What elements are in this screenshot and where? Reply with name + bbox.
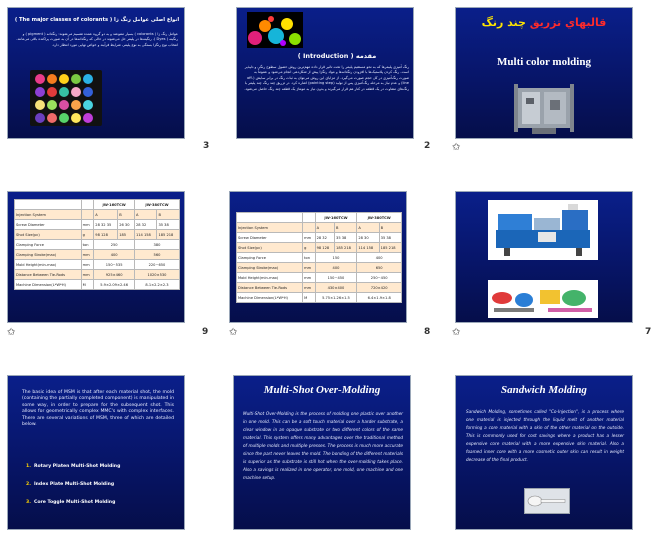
- cell: Shot Size(pc): [15, 230, 82, 240]
- cell: A: [94, 210, 118, 220]
- cell: Shot Size(pc): [237, 243, 303, 253]
- cell: Mold Height(min-max): [15, 260, 82, 270]
- cell: g: [303, 243, 316, 253]
- slide-body: The basic idea of MSM is that after each material shot, the mold (containing the partially completed component) is manipulated in some way, in order to prepare for the subsequent shot. This allows for geometrically complex MMC's with complex interfaces. There are several variations of MSM, three of which are detailed below.: [22, 390, 174, 428]
- cell: A: [357, 223, 379, 233]
- cell: 35 38: [379, 233, 401, 243]
- star-icon[interactable]: ✩: [452, 327, 461, 338]
- cell: 98 128: [315, 243, 334, 253]
- cell: mm: [303, 233, 316, 243]
- slide-title: انواع اصلی عوامل رنگ زا ( The major classes of colorants ): [14, 17, 180, 23]
- cell: Machine Dimension(L*W*H): [15, 280, 82, 290]
- cell: Distance Between Tie-Rods: [15, 270, 82, 280]
- cell: [81, 210, 94, 220]
- slide-title-fa-text: قالبهاي تزريق چند رنگ: [481, 16, 607, 29]
- parts-image: [488, 280, 598, 318]
- list-number: 3.: [26, 500, 31, 505]
- cell: Mold Height(min-max): [237, 273, 303, 283]
- cell: Clamping Force: [15, 240, 82, 250]
- cell: A: [134, 210, 157, 220]
- cell: 400: [94, 250, 135, 260]
- cell: 650: [357, 263, 402, 273]
- slide-thumbnail-6[interactable]: [7, 375, 185, 530]
- cell: Machine Dimension(L*W*H): [237, 293, 303, 303]
- cell: mm: [81, 250, 94, 260]
- list-label: Index Plate Multi-Shot Molding: [33, 482, 115, 487]
- th: JW-380TCW: [357, 213, 402, 223]
- cell: ton: [81, 240, 94, 250]
- th: [81, 200, 94, 210]
- list-label: Core Toggle Multi-Shot Molding: [33, 500, 116, 505]
- slide-body: رنگ آمیزی پلیمرها که به نحو مستقیم پلیمر را تحت تاثیر قرار داده مهم‌ترین روش حصول سطوح رنگی و دلپذیر است. رنگ کردن پلاستیک‌ها با افزودن رنگدانه‌ها و مواد رنگزا پیش از شکل‌دهی انجام می‌شود و عموماً به صورت رنگ‌آمیزی در کل حجم صورت می‌گیرد. از مزایای این روش می‌توان به ثبات رنگ در برابر سایش (off-line) و عدم نیاز به مرحله رنگ‌آمیزی پس از تولید (painting step) اشاره کرد. در تزریق چند رنگ چند پلیمر با رنگ‌های متفاوت در یک قطعه در کنار هم قرار می‌گیرند و بدون نیاز به مونتاژ یک قطعه چند رنگ حاصل می‌شود.: [244, 65, 409, 91]
- slide-title-fa: [456, 16, 632, 29]
- cell: B: [335, 223, 357, 233]
- cell: 26 30: [118, 220, 135, 230]
- cell: 150~535: [94, 260, 135, 270]
- th: JW-380TCW: [134, 200, 179, 210]
- cell: Screw Diameter: [237, 233, 303, 243]
- cell: 6.4×1.9×1.8: [357, 293, 402, 303]
- cell: 28 32 35: [94, 220, 118, 230]
- cell: mm: [81, 260, 94, 270]
- cell: M: [303, 293, 316, 303]
- slide-title: Multi-Shot Over-Molding: [263, 384, 381, 396]
- cell: 400: [357, 253, 402, 263]
- cell: 5.75×1.26×1.5: [315, 293, 357, 303]
- cell: B: [379, 223, 401, 233]
- cell: 250~450: [357, 273, 402, 283]
- slide-thumbnail-3[interactable]: [7, 7, 185, 139]
- spec-table: [14, 199, 180, 290]
- cell: 185 218: [157, 230, 180, 240]
- cell: 114 158: [357, 243, 379, 253]
- cell: Clamping Stroke(max): [15, 250, 82, 260]
- colorant-palette-image: [30, 70, 102, 126]
- star-icon[interactable]: ✩: [229, 327, 238, 338]
- th: JW-160TCW: [94, 200, 135, 210]
- star-icon[interactable]: ✩: [7, 327, 16, 338]
- slide-thumbnail-2[interactable]: [236, 7, 414, 139]
- cell: [303, 223, 316, 233]
- th: [237, 213, 303, 223]
- cell: 185 218: [335, 243, 357, 253]
- spec-table: [236, 212, 402, 303]
- cell: 220~650: [134, 260, 179, 270]
- splash-image: [247, 12, 303, 48]
- cell: 250: [94, 240, 135, 250]
- cell: M: [81, 280, 94, 290]
- cell: 5.9×2.09×2.46: [94, 280, 135, 290]
- star-icon[interactable]: ✩: [452, 142, 461, 153]
- slide-body: Multi-Shot Over-Molding is the process of molding one plastic over another in one mold. This can be a soft touch material over a harder substrate, a clear window in an opaque substrate or two different colors of the same material. This system offers many advantages over the traditional method of multiple molds and multiple presses. The process is much more accurate since the part never leaves the mold. The bonding of the different materials is superior as the substrate is still hot when the over-molding takes place. Also a savings is realized in one operator, one mold, one machine and one machine setup.: [243, 411, 403, 480]
- list-item: [26, 464, 120, 469]
- slide-body: عوامل رنگ زا ( colorants ) بسیار متنوعند و به دو گروه عمده تقسیم می‌شوند: رنگدانه ( pigment ) و رنگینه ( Dyes ). رنگینه‌ها در پلیمر حل می‌شوند در حالی که رنگدانه‌ها در آن به صورت پراکنده باقی می‌مانند. انتخاب نوع رنگزا بستگی به نوع پلیمر، شرایط فرآیند و خواص نهایی مورد انتظار دارد.: [16, 32, 178, 47]
- cell: 8.1×2.2×2.3: [134, 280, 179, 290]
- th: [15, 200, 82, 210]
- cell: 720×420: [357, 283, 402, 293]
- cell: mm: [81, 270, 94, 280]
- cell: 430×400: [315, 283, 357, 293]
- cell: Clamping Force: [237, 253, 303, 263]
- cell: 400: [315, 263, 357, 273]
- slide-title: مقدمه ( Introduction ): [297, 52, 377, 60]
- cell: B: [157, 210, 180, 220]
- th: [303, 213, 316, 223]
- list-number: 2.: [26, 482, 31, 487]
- slide-number: 3: [203, 141, 210, 151]
- slide-number: 9: [202, 327, 209, 337]
- cell: A: [315, 223, 334, 233]
- slide-thumbnail-5[interactable]: [455, 375, 633, 530]
- spoon-image: [524, 488, 570, 514]
- cell: Injection System: [237, 223, 303, 233]
- cell: mm: [303, 263, 316, 273]
- slide-title: Sandwich Molding: [501, 384, 587, 396]
- cell: 560: [134, 250, 179, 260]
- cell: mm: [81, 220, 94, 230]
- cell: 28 32: [134, 220, 157, 230]
- cell: 380: [134, 240, 179, 250]
- list-label: Rotary Platen Multi-Shot Molding: [33, 464, 121, 469]
- th: JW-160TCW: [315, 213, 357, 223]
- slide-thumbnail-1[interactable]: [455, 7, 633, 139]
- list-item: [26, 500, 115, 505]
- slide-thumbnail-7[interactable]: [455, 191, 633, 323]
- cell: 28 30: [357, 233, 379, 243]
- cell: 150~450: [315, 273, 357, 283]
- list-number: 1.: [26, 464, 31, 469]
- cell: B: [118, 210, 135, 220]
- cell: ton: [303, 253, 316, 263]
- cell: Clamping Stroke(max): [237, 263, 303, 273]
- cell: g: [81, 230, 94, 240]
- cell: 925×460: [94, 270, 135, 280]
- cell: 185: [118, 230, 135, 240]
- slide-thumbnail-4[interactable]: [233, 375, 411, 530]
- machine-image: [488, 200, 598, 260]
- cell: 35 38: [157, 220, 180, 230]
- mold-image: [512, 78, 576, 138]
- cell: mm: [303, 283, 316, 293]
- slide-number: 2: [424, 141, 431, 151]
- cell: 150: [315, 253, 357, 263]
- cell: Injection System: [15, 210, 82, 220]
- cell: 35 38: [335, 233, 357, 243]
- cell: Distance Between Tie-Rods: [237, 283, 303, 293]
- cell: 98 128: [94, 230, 118, 240]
- cell: Screw Diameter: [15, 220, 82, 230]
- list-item: [26, 482, 114, 487]
- slide-title-en: Multi color molding: [497, 56, 591, 68]
- cell: 1020×530: [134, 270, 179, 280]
- cell: 114 158: [134, 230, 157, 240]
- slide-number: 7: [645, 327, 651, 337]
- cell: mm: [303, 273, 316, 283]
- slide-thumbnail-8[interactable]: [229, 191, 407, 323]
- slide-thumbnail-9[interactable]: [7, 191, 185, 323]
- cell: 185 218: [379, 243, 401, 253]
- slide-body: Sandwich Molding, sometimes called "Co-Injection", is a process where one material is injected through the liquid melt of another material forming a core material with a skin of the other material on the outside. This is commonly used for cost savings where a product has a lesser expensive core material with a more expensive skin material. Also a foamed inner core with a more cosmetic outer skin can result in weight decrease of the final product.: [466, 409, 624, 462]
- slide-number: 8: [424, 327, 431, 337]
- cell: 28 32: [315, 233, 334, 243]
